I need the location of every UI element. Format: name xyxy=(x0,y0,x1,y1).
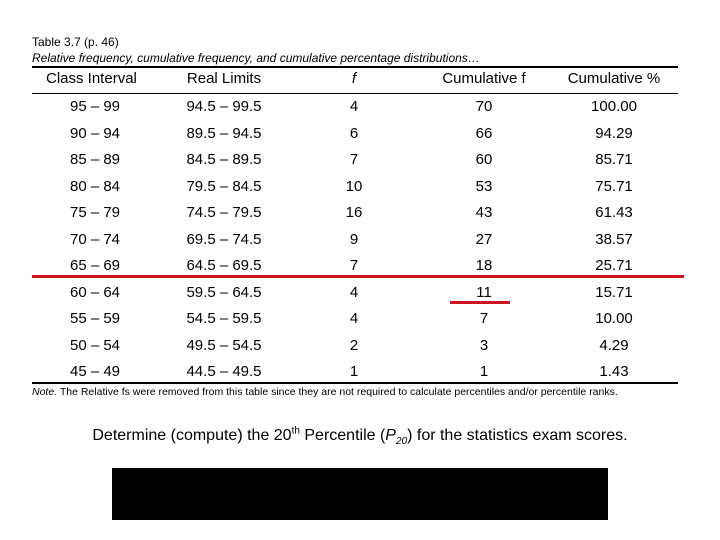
cell-class-interval: 80 – 84 xyxy=(69,177,121,195)
table-row xyxy=(0,333,720,359)
cell-real-limits: 89.5 – 94.5 xyxy=(186,124,262,142)
question-part1: Determine (compute) the 20 xyxy=(92,427,292,444)
table-row xyxy=(0,306,720,332)
cell-cumulative-percent: 100.00 xyxy=(591,98,637,115)
cell-cumulative-f: 43 xyxy=(475,204,493,221)
table-caption-title: Relative frequency, cumulative frequency, and cumulative percentage distributions… xyxy=(32,51,480,65)
cell-class-interval: 60 – 64 xyxy=(69,283,121,301)
cell-real-limits: 54.5 – 59.5 xyxy=(186,310,262,327)
cell-f: 4 xyxy=(349,98,359,115)
highlight-red-line xyxy=(32,275,684,278)
table-row xyxy=(0,227,720,253)
cell-f: 6 xyxy=(349,124,359,142)
cell-class-interval: 50 – 54 xyxy=(69,336,121,354)
question-text xyxy=(0,425,720,448)
cell-real-limits: 84.5 – 89.5 xyxy=(186,151,262,168)
cell-class-interval: 85 – 89 xyxy=(69,151,121,168)
table-bottom-rule xyxy=(32,382,678,384)
cell-class-interval: 70 – 74 xyxy=(69,230,121,248)
table-row xyxy=(0,147,720,173)
header-real-limits: Real Limits xyxy=(186,70,262,87)
cell-cumulative-percent: 10.00 xyxy=(595,310,633,327)
cell-f: 4 xyxy=(349,283,359,301)
cell-cumulative-f: 70 xyxy=(475,98,493,115)
question-p-letter: P xyxy=(385,427,396,444)
answer-box[interactable] xyxy=(112,468,608,520)
cell-f: 9 xyxy=(349,230,359,248)
cell-real-limits: 59.5 – 64.5 xyxy=(186,283,262,301)
question-part2: Percentile ( xyxy=(299,427,386,444)
cell-cumulative-f: 1 xyxy=(479,363,489,380)
cell-cumulative-percent: 75.71 xyxy=(595,177,633,195)
cell-real-limits: 69.5 – 74.5 xyxy=(186,230,262,248)
cell-cumulative-f: 53 xyxy=(475,177,493,195)
cell-class-interval: 55 – 59 xyxy=(69,310,121,327)
cell-cumulative-percent: 85.71 xyxy=(595,151,633,168)
cell-cumulative-f: 60 xyxy=(475,151,493,168)
cell-cumulative-percent: 15.71 xyxy=(595,283,633,301)
header-cumulative-f: Cumulative f xyxy=(442,70,526,87)
table-caption-number: Table 3.7 (p. 46) xyxy=(32,35,119,49)
cell-cumulative-f: 7 xyxy=(479,310,489,327)
cell-cumulative-f: 27 xyxy=(475,230,493,248)
question-part3: ) for the statistics exam scores. xyxy=(407,427,628,444)
cell-real-limits: 79.5 – 84.5 xyxy=(186,177,262,195)
cell-f: 7 xyxy=(349,257,359,274)
table-row xyxy=(0,94,720,120)
cell-cumulative-f: 3 xyxy=(479,336,489,354)
cell-cumulative-f: 11 xyxy=(476,283,492,301)
cell-cumulative-percent: 94.29 xyxy=(595,124,633,142)
cell-real-limits: 44.5 – 49.5 xyxy=(186,363,262,380)
table-note xyxy=(32,386,618,398)
question-superscript: th xyxy=(291,425,300,437)
cell-f: 4 xyxy=(349,310,359,327)
cell-f: 16 xyxy=(345,204,363,221)
cell-f: 7 xyxy=(349,151,359,168)
cell-cumulative-percent: 38.57 xyxy=(595,230,633,248)
cell-f: 2 xyxy=(349,336,359,354)
note-label: Note. xyxy=(32,386,58,398)
cell-real-limits: 74.5 – 79.5 xyxy=(186,204,262,221)
header-cumulative-percent: Cumulative % xyxy=(567,70,661,87)
cell-cumulative-percent: 1.43 xyxy=(599,363,629,380)
cell-real-limits: 49.5 – 54.5 xyxy=(186,336,262,354)
cell-cumulative-percent: 25.71 xyxy=(595,257,633,274)
table-row xyxy=(0,280,720,306)
cell-real-limits: 94.5 – 99.5 xyxy=(186,98,262,115)
cell-f: 10 xyxy=(345,177,363,195)
table-row xyxy=(0,200,720,226)
header-f: f xyxy=(351,70,357,87)
cell-class-interval: 95 – 99 xyxy=(69,98,121,115)
cell-class-interval: 90 – 94 xyxy=(69,124,121,142)
cell-cumulative-percent: 61.43 xyxy=(595,204,633,221)
header-class-interval: Class Interval xyxy=(46,70,137,87)
table-row xyxy=(0,121,720,147)
cell-class-interval: 45 – 49 xyxy=(69,363,121,380)
cell-real-limits: 64.5 – 69.5 xyxy=(186,257,262,274)
note-text: The Relative fs were removed from this table since they are not required to calculate percentiles and/or percentile ranks. xyxy=(57,386,618,398)
highlight-cumulative-f-mark xyxy=(450,301,510,304)
table-top-rule xyxy=(32,66,678,68)
table-row xyxy=(0,174,720,200)
cell-cumulative-percent: 4.29 xyxy=(599,336,629,354)
cell-cumulative-f: 66 xyxy=(475,124,493,142)
cell-f: 1 xyxy=(349,363,359,380)
cell-cumulative-f: 18 xyxy=(475,257,493,274)
question-subscript: 20 xyxy=(395,436,408,448)
cell-class-interval: 75 – 79 xyxy=(69,204,121,221)
cell-class-interval: 65 – 69 xyxy=(69,257,121,274)
